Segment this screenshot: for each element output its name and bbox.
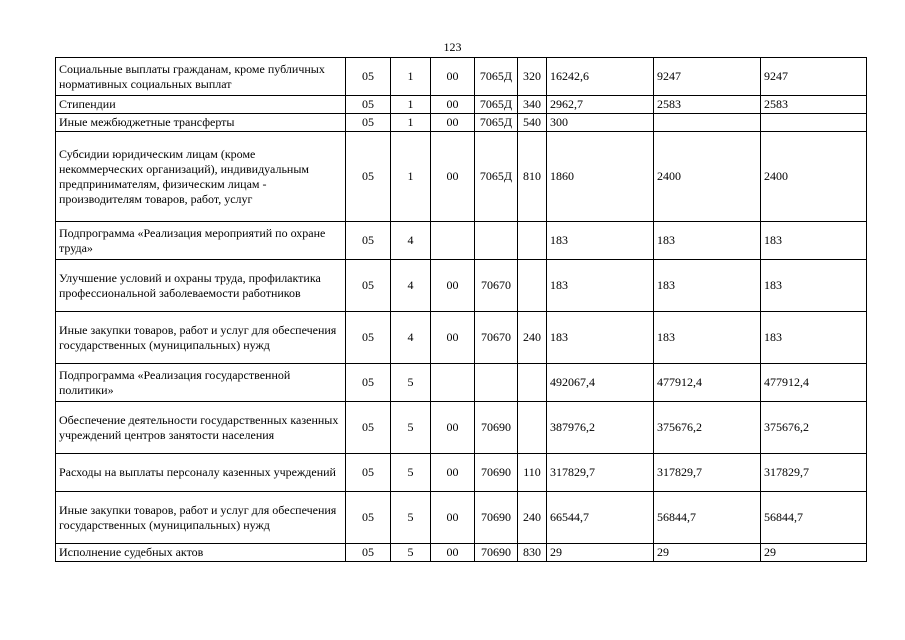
cell-program-code: 00	[431, 402, 475, 454]
table-row	[56, 454, 867, 492]
cell-section: 05	[346, 402, 391, 454]
cell-amount-3: 183	[761, 312, 867, 364]
cell-amount-3: 477912,4	[761, 364, 867, 402]
cell-amount-1: 300	[547, 114, 654, 132]
cell-section: 05	[346, 58, 391, 96]
cell-subsection: 5	[391, 402, 431, 454]
cell-target-article: 70690	[475, 544, 518, 562]
row-name: Стипендии	[56, 96, 346, 114]
cell-expense-type	[518, 402, 547, 454]
cell-subsection: 4	[391, 222, 431, 260]
cell-target-article	[475, 222, 518, 260]
cell-program-code	[431, 222, 475, 260]
cell-section: 05	[346, 312, 391, 364]
cell-target-article: 7065Д	[475, 58, 518, 96]
cell-program-code: 00	[431, 260, 475, 312]
cell-section: 05	[346, 364, 391, 402]
cell-amount-1: 16242,6	[547, 58, 654, 96]
cell-target-article: 7065Д	[475, 96, 518, 114]
cell-amount-3: 317829,7	[761, 454, 867, 492]
cell-target-article: 70670	[475, 312, 518, 364]
cell-amount-2: 2400	[654, 132, 761, 222]
cell-amount-1: 492067,4	[547, 364, 654, 402]
row-name: Иные закупки товаров, работ и услуг для обеспечения государственных (муниципальных) нужд	[56, 312, 346, 364]
table-row	[56, 222, 867, 260]
cell-subsection: 5	[391, 454, 431, 492]
row-name: Расходы на выплаты персоналу казенных учреждений	[56, 454, 346, 492]
cell-program-code: 00	[431, 492, 475, 544]
row-name: Подпрограмма «Реализация мероприятий по охране труда»	[56, 222, 346, 260]
cell-target-article: 70690	[475, 492, 518, 544]
row-name: Социальные выплаты гражданам, кроме публичных нормативных социальных выплат	[56, 58, 346, 96]
cell-amount-2: 375676,2	[654, 402, 761, 454]
cell-expense-type	[518, 222, 547, 260]
cell-amount-1: 66544,7	[547, 492, 654, 544]
cell-subsection: 4	[391, 312, 431, 364]
cell-expense-type: 830	[518, 544, 547, 562]
cell-amount-2: 183	[654, 222, 761, 260]
cell-expense-type: 240	[518, 492, 547, 544]
cell-amount-1: 2962,7	[547, 96, 654, 114]
cell-section: 05	[346, 132, 391, 222]
row-name: Исполнение судебных актов	[56, 544, 346, 562]
cell-section: 05	[346, 260, 391, 312]
cell-amount-3: 2583	[761, 96, 867, 114]
cell-amount-1: 183	[547, 260, 654, 312]
table-row	[56, 132, 867, 222]
cell-section: 05	[346, 544, 391, 562]
cell-subsection: 5	[391, 364, 431, 402]
cell-amount-2: 183	[654, 260, 761, 312]
cell-program-code: 00	[431, 132, 475, 222]
cell-subsection: 5	[391, 544, 431, 562]
cell-expense-type: 240	[518, 312, 547, 364]
cell-section: 05	[346, 454, 391, 492]
cell-amount-2: 317829,7	[654, 454, 761, 492]
cell-program-code: 00	[431, 96, 475, 114]
cell-amount-1: 183	[547, 312, 654, 364]
cell-target-article: 70690	[475, 402, 518, 454]
cell-amount-3: 2400	[761, 132, 867, 222]
row-name: Обеспечение деятельности государственных казенных учреждений центров занятости населения	[56, 402, 346, 454]
cell-section: 05	[346, 222, 391, 260]
cell-expense-type: 340	[518, 96, 547, 114]
cell-amount-2: 183	[654, 312, 761, 364]
cell-program-code: 00	[431, 114, 475, 132]
table-row	[56, 260, 867, 312]
table-row	[56, 402, 867, 454]
cell-expense-type: 540	[518, 114, 547, 132]
cell-expense-type	[518, 364, 547, 402]
table-row	[56, 312, 867, 364]
cell-amount-1: 1860	[547, 132, 654, 222]
cell-target-article: 70670	[475, 260, 518, 312]
cell-program-code: 00	[431, 312, 475, 364]
row-name: Улучшение условий и охраны труда, профилактика профессиональной заболеваемости работников	[56, 260, 346, 312]
table-row	[56, 492, 867, 544]
table-row	[56, 544, 867, 562]
row-name: Иные межбюджетные трансферты	[56, 114, 346, 132]
cell-amount-3: 183	[761, 260, 867, 312]
cell-amount-2: 2583	[654, 96, 761, 114]
cell-amount-3: 183	[761, 222, 867, 260]
cell-section: 05	[346, 96, 391, 114]
cell-amount-1: 29	[547, 544, 654, 562]
cell-program-code	[431, 364, 475, 402]
cell-target-article: 7065Д	[475, 132, 518, 222]
cell-section: 05	[346, 492, 391, 544]
page-number: 123	[443, 40, 462, 54]
budget-table	[55, 57, 867, 562]
row-name: Подпрограмма «Реализация государственной политики»	[56, 364, 346, 402]
table-row	[56, 364, 867, 402]
cell-subsection: 1	[391, 58, 431, 96]
table-row	[56, 96, 867, 114]
cell-program-code: 00	[431, 454, 475, 492]
cell-amount-2: 29	[654, 544, 761, 562]
cell-expense-type: 110	[518, 454, 547, 492]
cell-amount-1: 183	[547, 222, 654, 260]
cell-subsection: 5	[391, 492, 431, 544]
cell-subsection: 1	[391, 96, 431, 114]
cell-target-article: 7065Д	[475, 114, 518, 132]
cell-amount-2: 9247	[654, 58, 761, 96]
cell-amount-1: 317829,7	[547, 454, 654, 492]
cell-amount-3	[761, 114, 867, 132]
cell-subsection: 4	[391, 260, 431, 312]
cell-subsection: 1	[391, 114, 431, 132]
table-row	[56, 58, 867, 96]
cell-amount-3: 29	[761, 544, 867, 562]
cell-amount-3: 375676,2	[761, 402, 867, 454]
cell-amount-2: 56844,7	[654, 492, 761, 544]
cell-target-article: 70690	[475, 454, 518, 492]
cell-expense-type	[518, 260, 547, 312]
cell-program-code: 00	[431, 58, 475, 96]
cell-amount-2	[654, 114, 761, 132]
row-name: Субсидии юридическим лицам (кроме некоммерческих организаций), индивидуальным предпринимателям, физическим лицам - производителям товаров, работ, услуг	[56, 132, 346, 222]
table-body	[56, 58, 867, 562]
cell-program-code: 00	[431, 544, 475, 562]
cell-subsection: 1	[391, 132, 431, 222]
cell-amount-2: 477912,4	[654, 364, 761, 402]
cell-amount-3: 9247	[761, 58, 867, 96]
cell-expense-type: 320	[518, 58, 547, 96]
cell-amount-1: 387976,2	[547, 402, 654, 454]
cell-section: 05	[346, 114, 391, 132]
cell-target-article	[475, 364, 518, 402]
cell-amount-3: 56844,7	[761, 492, 867, 544]
row-name: Иные закупки товаров, работ и услуг для обеспечения государственных (муниципальных) нужд	[56, 492, 346, 544]
cell-expense-type: 810	[518, 132, 547, 222]
table-row	[56, 114, 867, 132]
